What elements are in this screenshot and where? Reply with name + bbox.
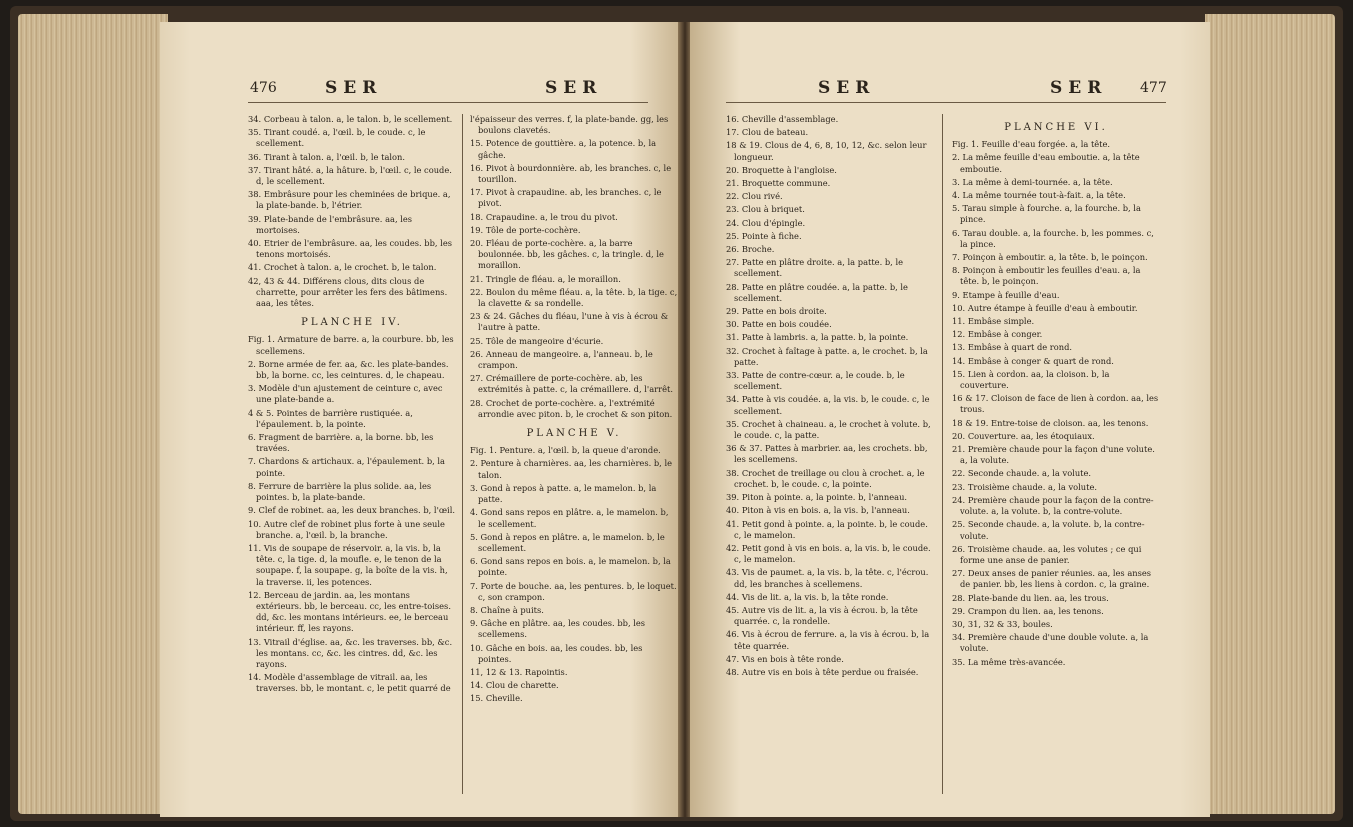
figure-entry: 16 & 17. Cloison de face de lien à cordon. aa, les trous. xyxy=(952,393,1159,415)
figure-entry: 14. Modèle d'assemblage de vitrail. aa, les traverses. bb, le montant. c, le petit quarré de xyxy=(248,672,451,694)
figure-entry: 11, 12 & 13. Rapointis. xyxy=(470,666,568,677)
right-page-number: 477 xyxy=(1140,80,1167,96)
figure-entry: 47. Vis en bois à tête ronde. xyxy=(726,653,844,664)
plate-heading: PLANCHE V. xyxy=(526,428,622,440)
figure-entry: 45. Autre vis de lit. a, la vis à écrou. b, la tête quarrée. c, la rondelle. xyxy=(726,604,918,627)
figure-entry: Fig. 1. Feuille d'eau forgée. a, la tête. xyxy=(952,139,1111,150)
figure-entry: 15. Lien à cordon. aa, la cloison. b, la couverture. xyxy=(952,368,1110,391)
figure-entry: 9. Clef de robinet. aa, les deux branches. b, l'œil. xyxy=(248,505,455,516)
figure-entry: 11. Vis de soupape de réservoir. a, la vis. b, la tête. c, la tige. d, la moufle. e, le tenon de la soupape. f, la soupape. g, la boîte de la vis. h, la traverse. ii, les potences. xyxy=(248,542,448,587)
right-header-rule xyxy=(726,102,1166,103)
figure-entry: 10. Autre clef de robinet plus forte à une seule branche. a, l'œil. b, la branche. xyxy=(248,518,445,540)
figure-entry: 41. Crochet à talon. a, le crochet. b, le talon. xyxy=(248,262,437,273)
figure-entry: 9. Etampe à feuille d'eau. xyxy=(952,289,1060,300)
figure-entry: 7. Poinçon à emboutir. a, la tête. b, le poinçon. xyxy=(952,252,1148,263)
figure-entry: 15. Potence de gouttière. a, la potence. b, la gâche. xyxy=(470,138,657,160)
figure-entry: 18 & 19. Entre-toise de cloison. aa, les tenons. xyxy=(952,417,1149,428)
figure-entry: 39. Plate-bande de l'embrâsure. aa, les mortoises. xyxy=(248,213,413,235)
figure-entry: 29. Crampon du lien. aa, les tenons. xyxy=(952,605,1104,616)
figure-entry: 23. Clou à briquet. xyxy=(726,204,805,215)
figure-entry: 38. Crochet de treillage ou clou à crochet. a, le crochet. b, le coude. c, la pointe. xyxy=(726,467,925,489)
figure-entry: 40. Piton à vis en bois. a, la vis. b, l'anneau. xyxy=(726,505,910,516)
figure-entry: 11. Embâse simple. xyxy=(952,316,1035,327)
figure-entry: 37. Tirant hâté. a, la hâture. b, l'œil. c, le coude. d, le scellement. xyxy=(248,164,452,187)
figure-entry: 27. Deux anses de panier réunies. aa, les anses de panier. bb, les liens à cordon. c, la graine. xyxy=(952,568,1152,590)
figure-entry: 23 & 24. Gâches du fléau, l'une à vis à écrou & l'autre à patte. xyxy=(470,311,669,333)
left-header-rule xyxy=(248,102,648,103)
figure-entry: 46. Vis à écrou de ferrure. a, la vis à écrou. b, la tête quarrée. xyxy=(726,629,930,651)
page-edges-left xyxy=(18,14,168,814)
figure-entry: 41. Petit gond à pointe. a, la pointe. b, le coude. c, le mamelon. xyxy=(726,518,928,540)
figure-entry: 20. Couverture. aa, les étoquiaux. xyxy=(952,430,1095,441)
figure-entry: 23. Troisième chaude. a, la volute. xyxy=(952,481,1098,492)
figure-entry: 18 & 19. Clous de 4, 6, 8, 10, 12, &c. selon leur longueur. xyxy=(726,140,927,162)
figure-entry: 2. La même feuille d'eau emboutie. a, la tête emboutie. xyxy=(952,152,1140,174)
figure-entry: 36 & 37. Pattes à marbrier. aa, les crochets. bb, les scellemens. xyxy=(726,443,928,465)
figure-entry: 8. Poinçon à emboutir les feuilles d'eau. a, la tête. b, le poinçon. xyxy=(952,265,1141,287)
figure-entry: 38. Embrâsure pour les cheminées de brique. a, la plate-bande. b, l'étrier. xyxy=(248,189,451,211)
figure-entry: 16. Pivot à bourdonnière. ab, les branches. c, le tourillon. xyxy=(470,162,672,185)
figure-entry: 15. Cheville. xyxy=(470,693,523,704)
figure-entry: 20. Fléau de porte-cochère. a, la barre boulonnée. bb, les gâches. c, la tringle. d, le moraillon. xyxy=(470,238,664,271)
figure-entry: 29. Patte en bois droite. xyxy=(726,306,827,317)
figure-entry: Fig. 1. Armature de barre. a, la courbure. bb, les scellemens. xyxy=(248,334,454,356)
figure-entry: 17. Pivot à crapaudine. ab, les branches. c, le pivot. xyxy=(470,187,662,209)
figure-entry: 30, 31, 32 & 33, boules. xyxy=(952,618,1053,629)
figure-entry: 35. Tirant coudé. a, l'œil. b, le coude. c, le scellement. xyxy=(248,127,426,149)
left-column-2 xyxy=(470,114,678,707)
figure-entry: 32. Crochet à faîtage à patte. a, le crochet. b, la patte. xyxy=(726,345,928,367)
figure-entry: 42. Petit gond à vis en bois. a, la vis. b, le coude. c, le mamelon. xyxy=(726,542,931,565)
right-column-divider xyxy=(942,114,943,794)
figure-entry: 19. Tôle de porte-cochère. xyxy=(470,224,581,235)
plate-heading: PLANCHE IV. xyxy=(301,317,403,329)
figure-entry: 35. La même très-avancée. xyxy=(952,656,1066,667)
figure-entry: 10. Autre étampe à feuille d'eau à emboutir. xyxy=(952,302,1138,313)
figure-entry: 25. Tôle de mangeoire d'écurie. xyxy=(470,335,604,346)
figure-entry: 6. Fragment de barrière. a, la borne. bb, les travées. xyxy=(248,432,434,454)
figure-entry: 4. Gond sans repos en plâtre. a, le mamelon. b, le scellement. xyxy=(470,507,669,529)
figure-entry: 34. Patte à vis coudée. a, la vis. b, le coude. c, le scellement. xyxy=(726,394,930,416)
figure-entry: 5. Tarau simple à fourche. a, la fourche. b, la pince. xyxy=(952,203,1141,225)
figure-entry: 8. Ferrure de barrière la plus solide. aa, les pointes. b, la plate-bande. xyxy=(248,480,432,503)
figure-entry: 48. Autre vis en bois à tête perdue ou fraisée. xyxy=(726,666,919,677)
figure-entry: 6. Tarau double. a, la fourche. b, les pommes. c, la pince. xyxy=(952,227,1154,249)
figure-entry: 6. Gond sans repos en bois. a, le mamelon. b, la pointe. xyxy=(470,556,671,578)
figure-entry: 21. Broquette commune. xyxy=(726,178,831,189)
figure-entry: 34. Première chaude d'une double volute. a, la volute. xyxy=(952,632,1149,654)
figure-entry: l'épaisseur des verres. f, la plate-bande. gg, les boulons clavetés. xyxy=(470,114,669,136)
figure-entry: 4 & 5. Pointes de barrière rustiquée. a, l'épaulement. b, la pointe. xyxy=(248,407,413,429)
figure-entry: 8. Chaîne à puits. xyxy=(470,604,544,615)
figure-entry: 43. Vis de paumet. a, la vis. b, la tête. c, l'écrou. dd, les branches à scellemens. xyxy=(726,567,929,589)
figure-entry: 27. Patte en plâtre droite. a, la patte. b, le scellement. xyxy=(726,257,904,279)
left-running-header-2: SER xyxy=(545,78,603,98)
left-column-divider xyxy=(462,114,463,794)
figure-entry: 28. Crochet de porte-cochère. a, l'extrémité arrondie avec piton. b, le crochet & son piton. xyxy=(470,397,673,419)
figure-entry: 14. Clou de charette. xyxy=(470,680,559,691)
figure-entry: 27. Crémaillere de porte-cochère. ab, les extrémités à patte. c, la crémaillere. d, l'arrêt. xyxy=(470,373,673,395)
left-running-header-1: SER xyxy=(325,78,383,98)
figure-entry: 16. Cheville d'assemblage. xyxy=(726,114,839,124)
figure-entry: 26. Broche. xyxy=(726,244,775,255)
figure-entry: 9. Gâche en plâtre. aa, les coudes. bb, les scellemens. xyxy=(470,618,646,640)
figure-entry: 13. Embâse à quart de rond. xyxy=(952,342,1073,353)
left-column-1 xyxy=(248,114,456,697)
figure-entry: 24. Première chaude pour la façon de la contre-volute. a, la volute. b, la contre-volute. xyxy=(952,494,1154,517)
figure-entry: 39. Piton à pointe. a, la pointe. b, l'anneau. xyxy=(726,492,908,503)
figure-entry: 25. Seconde chaude. a, la volute. b, la contre-volute. xyxy=(952,519,1145,541)
figure-entry: 2. Penture à charnières. aa, les charnières. b, le talon. xyxy=(470,458,673,480)
figure-entry: 22. Boulon du même fléau. a, la tête. b, la tige. c, la clavette & sa rondelle. xyxy=(470,286,678,309)
figure-entry: 10. Gâche en bois. aa, les coudes. bb, les pointes. xyxy=(470,642,643,664)
figure-entry: 33. Patte de contre-cœur. a, le coude. b, le scellement. xyxy=(726,370,905,392)
figure-entry: 3. Modèle d'un ajustement de ceinture c, avec une plate-bande a. xyxy=(248,383,443,405)
figure-entry: 13. Vitrail d'église. aa, &c. les traverses. bb, &c. les montans. cc, &c. les cintres. dd, &c. les rayons. xyxy=(248,636,453,669)
figure-entry: 14. Embâse à conger & quart de rond. xyxy=(952,355,1114,366)
figure-entry: Fig. 1. Penture. a, l'œil. b, la queue d'aronde. xyxy=(470,445,661,456)
figure-entry: 30. Patte en bois coudée. xyxy=(726,319,832,330)
left-page-number: 476 xyxy=(250,80,277,96)
page-edges-right xyxy=(1205,14,1335,814)
left-page xyxy=(160,22,680,817)
figure-entry: 2. Borne armée de fer. aa, &c. les plate-bandes. bb, la borne. cc, les ceintures. d, le chapeau. xyxy=(248,358,449,381)
figure-entry: 42, 43 & 44. Différens clous, dits clous de charrette, pour arrêter les fers des bâtimens. aaa, les têtes. xyxy=(248,275,448,309)
figure-entry: 31. Patte à lambris. a, la patte. b, la pointe. xyxy=(726,332,909,343)
figure-entry: 7. Chardons & artichaux. a, l'épaulement. b, la pointe. xyxy=(248,456,446,478)
figure-entry: 25. Pointe à fiche. xyxy=(726,230,802,241)
figure-entry: 28. Patte en plâtre coudée. a, la patte. b, le scellement. xyxy=(726,281,908,303)
right-column-2 xyxy=(952,114,1160,670)
figure-entry: 26. Anneau de mangeoire. a, l'anneau. b, le crampon. xyxy=(470,348,653,371)
figure-entry: 21. Première chaude pour la façon d'une volute. a, la volute. xyxy=(952,444,1155,466)
figure-entry: 40. Etrier de l'embrâsure. aa, les coudes. bb, les tenons mortoisés. xyxy=(248,238,452,260)
plate-heading: PLANCHE VI. xyxy=(1004,122,1108,133)
figure-entry: 22. Clou rivé. xyxy=(726,191,783,202)
figure-entry: 12. Embâse à conger. xyxy=(952,329,1043,340)
figure-entry: 18. Crapaudine. a, le trou du pivot. xyxy=(470,211,618,222)
figure-entry: 34. Corbeau à talon. a, le talon. b, le scellement. xyxy=(248,114,453,124)
right-column-1 xyxy=(726,114,934,680)
right-page xyxy=(690,22,1210,817)
figure-entry: 3. La même à demi-tournée. a, la tête. xyxy=(952,176,1113,187)
figure-entry: 36. Tirant à talon. a, l'œil. b, le talon. xyxy=(248,151,406,162)
figure-entry: 7. Porte de bouche. aa, les pentures. b, le loquet. c, son crampon. xyxy=(470,580,677,602)
figure-entry: 5. Gond à repos en plâtre. a, le mamelon. b, le scellement. xyxy=(470,531,665,553)
figure-entry: 44. Vis de lit. a, la vis. b, la tête ronde. xyxy=(726,591,889,602)
figure-entry: 22. Seconde chaude. a, la volute. xyxy=(952,468,1092,479)
figure-entry: 24. Clou d'épingle. xyxy=(726,217,806,228)
right-running-header-1: SER xyxy=(818,78,876,98)
figure-entry: 17. Clou de bateau. xyxy=(726,127,809,138)
figure-entry: 21. Tringle de fléau. a, le moraillon. xyxy=(470,273,621,284)
figure-entry: 20. Broquette à l'angloise. xyxy=(726,164,837,175)
figure-entry: 35. Crochet à chaineau. a, le crochet à volute. b, le coude. c, la patte. xyxy=(726,418,931,441)
figure-entry: 4. La même tournée tout-à-fait. a, la tête. xyxy=(952,190,1126,201)
figure-entry: 12. Berceau de jardin. aa, les montans extérieurs. bb, le berceau. cc, les entre-toises. dd, &c. les montans intérieurs. ee, le berceau intérieur. ff, les rayons. xyxy=(248,589,451,634)
figure-entry: 3. Gond à repos à patte. a, le mamelon. b, la patte. xyxy=(470,482,657,505)
right-running-header-2: SER xyxy=(1050,78,1108,98)
figure-entry: 26. Troisième chaude. aa, les volutes ; ce qui forme une anse de panier. xyxy=(952,543,1142,565)
figure-entry: 28. Plate-bande du lien. aa, les trous. xyxy=(952,592,1109,603)
